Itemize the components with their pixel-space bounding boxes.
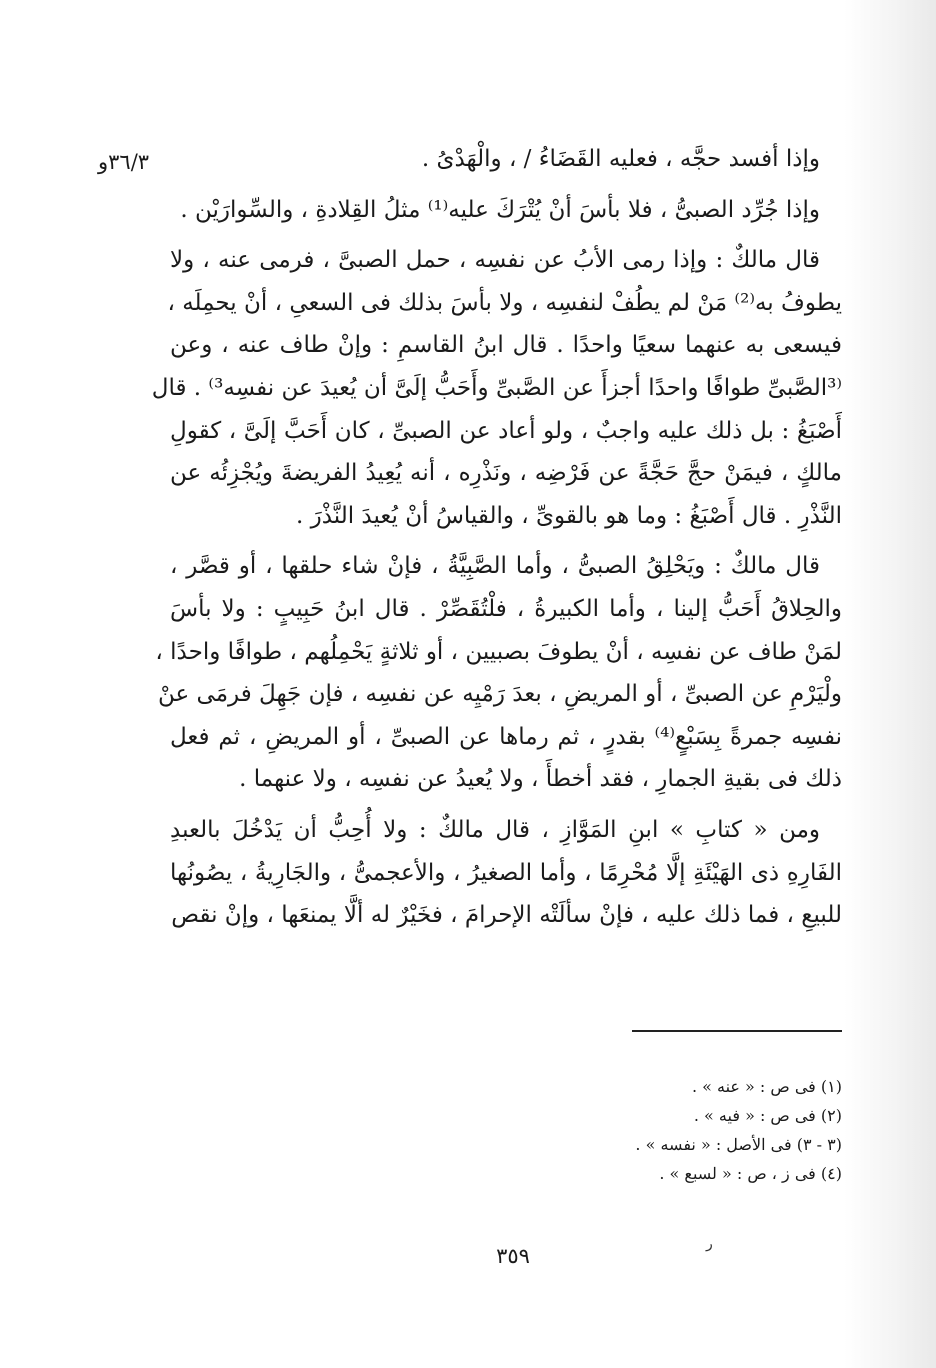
text-line: يطوفُ به⁽²⁾ مَنْ لم يطُفْ لنفسِه ، ولا بأسَ بذلك فى السعىِ ، أنْ يحمِلَه ، <box>167 289 842 316</box>
paragraph <box>170 189 842 232</box>
text-line: لمَنْ طاف عن نفسِه ، أنْ يطوفَ بصبيين ، أو ثلاثةٍ يَحْمِلُهم ، طوافًا واحدًا ، <box>155 638 842 665</box>
footnote: (٣ - ٣) فى الأصل : « نفسه » . <box>635 1135 842 1154</box>
text-line: وإذا جُرِّد الصبىُّ ، فلا بأسَ أنْ يُتْرَكَ عليه⁽¹⁾ مثلُ القِلادةِ ، والسِّوارَيْن . <box>180 196 820 223</box>
text-line: وإذا أفسد حجَّه ، فعليه القَضَاءُ / ، والْهَدْىُ . <box>421 146 820 172</box>
footnote: (٢) فى ص : « فيه » . <box>693 1106 842 1125</box>
text-line: مالكٍ ، فيمَنْ حجَّ حَجَّةً عن فَرْضِه ، ونَذْرِه ، أنه يُعِيدُ الفريضةَ ويُجْزِئُه عن <box>170 460 842 487</box>
footnotes-block <box>450 1072 842 1188</box>
margin-folio-reference: ٣٦/٣و <box>98 150 150 174</box>
text-line: نفسِه جمرةً بِسَبْعٍ⁽⁴⁾ بقدرٍ ، ثم رماها عن الصبىِّ ، أو المريضِ ، ثم فعل <box>170 723 843 750</box>
text-line: ذلك فى بقيةِ الجمارِ ، فقد أخطأَ ، ولا يُعيدُ عن نفسِه ، ولا عنهما . <box>239 766 842 793</box>
text-line: ولْيَرْمِ عن الصبىِّ ، أو المريضِ ، بعدَ رَمْيِه عن نفسِه ، فإن جَهِلَ فرمَى عنْ <box>158 681 842 708</box>
text-line: النَّذْرِ . قال أَصْبَغُ : وما هو بالقوىِّ ، والقياسُ أنْ يُعيدَ النَّذْرَ . <box>295 502 842 529</box>
text-line: أَصْبَغُ : بل ذلك عليه واجبٌ ، ولو أعاد عن الصبىِّ ، كان أَحَبَّ إلَىَّ ، كقولِ <box>170 417 842 444</box>
text-line: قال مالكٌ : ويَحْلِقُ الصبىُّ ، وأما الصَّبِيَّةُ ، فإنْ شاء حلقها ، أو قصَّر ، <box>170 553 820 580</box>
text-line: ⁽³الصَّبىِّ طوافًا واحدًا أجزأَ عن الصَّبىِّ وأَحَبُّ إلَىَّ أن يُعيدَ عن نفسِه³⁾ . قال <box>151 374 842 401</box>
text-line: والحِلاقُ أَحَبُّ إلينا ، وأما الكبيرةُ ، فلْتُقَصِّرْ . قال ابنُ حَبِيبٍ : ولا بأسَ <box>170 595 842 622</box>
text-line: فيسعى به عنهما سعيًا واحدًا . قال ابنُ القاسمِ : وإنْ طاف عنه ، وعن <box>170 332 842 359</box>
paragraph <box>170 809 842 937</box>
paragraph <box>170 138 842 181</box>
page-edge-shadow <box>844 0 936 1368</box>
footnote: (١) فى ص : « عنه » . <box>691 1077 842 1096</box>
paragraph <box>155 545 843 801</box>
text-line: للبيعِ ، فما ذلك عليه ، فإنْ سألَتْه الإحرامَ ، فخَيْرٌ له ألَّا يمنعَها ، وإنْ نقص <box>171 902 842 929</box>
text-line: قال مالكٌ : وإذا رمى الأبُ عن نفسِه ، حمل الصبىَّ ، فرمى عنه ، ولا <box>170 247 820 274</box>
footnote-separator-rule <box>632 1030 842 1032</box>
text-line: ومن « كتابِ » ابنِ المَوَّازِ ، قال مالكٌ : ولا أُحِبُّ أن يَدْخُلَ بالعبدِ <box>170 816 820 843</box>
stray-mark: ر <box>706 1236 713 1252</box>
paragraph <box>151 239 842 537</box>
footnote: (٤) فى ز ، ص : « لسبع » . <box>659 1164 842 1183</box>
page-number: ٣٥٩ <box>496 1244 530 1268</box>
main-text-block <box>151 138 843 945</box>
text-line: الفَارِهِ ذى الهَيْئَةِ إلَّا مُحْرِمًا ، وأما الصغيرُ ، والأعجمىُّ ، والجَارِيةُ ، يصُونُها <box>170 859 842 886</box>
